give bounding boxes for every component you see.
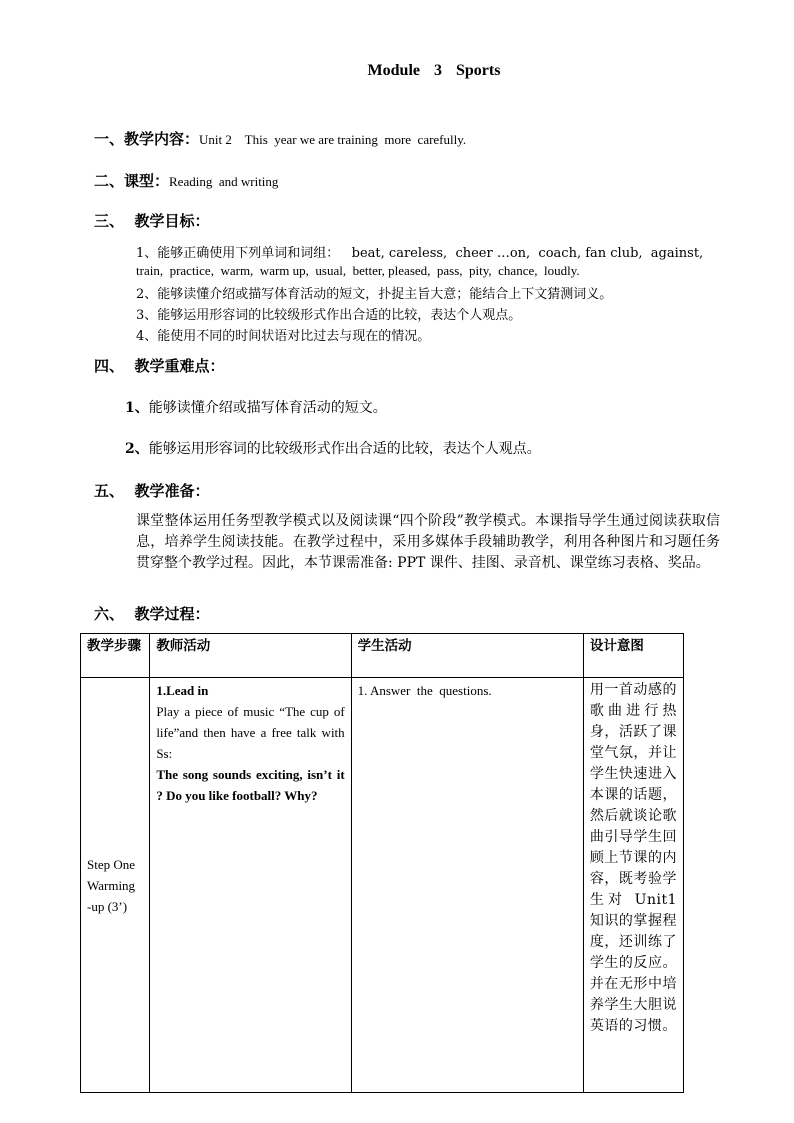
goal-line: 4、能使用不同的时间状语对比过去与现在的情况。 (136, 329, 431, 344)
header-student: 学生活动 (351, 634, 583, 678)
section-content-label: 一、教学内容： (94, 130, 200, 148)
key-point-text: 能够读懂介绍或描写体育活动的短文。 (148, 400, 387, 416)
section-prep-label: 五、 教学准备： (94, 482, 210, 500)
key-point-num: 1、 (125, 400, 149, 416)
table-header-row (81, 634, 684, 678)
section-type-label: 二、课型： (94, 172, 170, 190)
key-point-text: 能够运用形容词的比较级形式作出合适的比较，表达个人观点。 (148, 441, 541, 457)
key-point (125, 438, 541, 458)
teacher-text: Play a piece of music “The cup of life”and then have a free talk with Ss: (156, 704, 345, 761)
goal-line: 1、能够正确使用下列单词和词组： beat, careless, cheer …on, coach, fan club, against, (136, 246, 704, 261)
process-table (80, 633, 684, 1093)
section-goals-label: 三、 教学目标： (94, 212, 210, 230)
prep-paragraph: 课堂整体运用任务型教学模式以及阅读课“四个阶段”教学模式。本课指导学生通过阅读获取信息，培养学生阅读技能。在教学过程中，采用多媒体手段辅助教学，利用各种图片和习题任务贯穿整个教学过程。因此，本节课需准备: PPT 课件、挂图、录音机、课堂练习表格、奖品。 (136, 513, 720, 571)
step-line: Step One (87, 856, 136, 872)
student-cell (351, 678, 583, 1093)
section-process-label: 六、 教学过程： (94, 605, 210, 623)
step-line: Warming (87, 877, 136, 893)
teacher-question: The song sounds exciting, isn’t it ? Do you like football? Why? (156, 767, 345, 803)
header-design: 设计意图 (583, 634, 683, 678)
design-cell (583, 678, 683, 1093)
key-point (125, 397, 387, 417)
header-teacher: 教师活动 (150, 634, 351, 678)
section-type (94, 170, 278, 191)
table-row (81, 678, 684, 1093)
header-step: 教学步骤 (81, 634, 150, 678)
goal-line: 3、能够运用形容词的比较级形式作出合适的比较，表达个人观点。 (136, 308, 522, 323)
section-keypoints-label: 四、 教学重难点： (94, 357, 225, 375)
section-content (94, 128, 466, 149)
key-point-num: 2、 (125, 441, 149, 457)
teacher-heading: 1.Lead in (156, 683, 209, 698)
student-text: 1. Answer the questions. (357, 683, 492, 698)
section-type-value: Reading and writing (169, 174, 279, 189)
goal-line: train, practice, warm, warm up, usual, better, pleased, pass, pity, chance, loudly. (136, 263, 580, 278)
teacher-cell (150, 678, 351, 1093)
step-line: -up (3’) (87, 898, 128, 914)
goal-line: 2、能够读懂介绍或描写体育活动的短文，扑捉主旨大意；能结合上下文猜测词义。 (136, 287, 613, 302)
page-title: Module 3 Sports (367, 62, 501, 79)
section-content-value: Unit 2 This year we are training more carefully. (199, 132, 467, 147)
step-cell (81, 678, 150, 1093)
design-text: 用一首动感的歌曲进行热身，活跃了课堂气氛，并让学生快速进入本课的话题，然后就谈论歌曲引导学生回顾上节课的内容，既考验学生对 Unit1 知识的掌握程度，还训练了学生的反应。并在无形中培养学生大胆说英语的习惯。 (589, 682, 677, 1034)
